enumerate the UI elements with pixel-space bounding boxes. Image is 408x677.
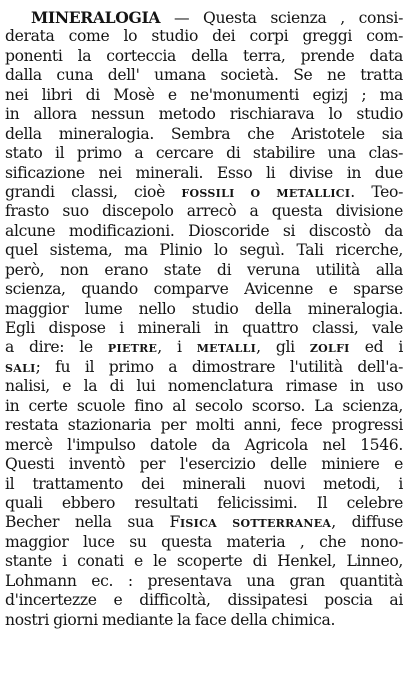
small-caps-term: METALLI [196, 342, 257, 356]
text-line: mercè l'impulso datole da Agricola nel 1546. [5, 435, 403, 454]
text-line: nei libri di Mosè e ne'monumenti egizj ; ma [5, 85, 403, 104]
entry-heading: MINERALOGIA [31, 8, 161, 27]
text-line: della mineralogia. Sembra che Aristotele sia [5, 124, 403, 143]
article-body [5, 8, 403, 630]
small-caps-term: PIETRE [107, 342, 158, 356]
text-line: stante i conati e le scoperte di Henkel, Linneo, [5, 552, 403, 571]
text-line: maggior lume nello studio della mineralogia. [5, 299, 403, 318]
text-line: restata stazionaria per molti anni, fece progressi [5, 416, 403, 435]
text-line: derata come lo studio dei corpi greggi com- [5, 27, 403, 46]
text-line: sificazione nei minerali. Esso li divise in due [5, 163, 403, 182]
small-caps-term: SALI [5, 361, 36, 375]
text-line: grandi classi, cioè FOSSILI O METALLICI. Teo- [5, 182, 404, 201]
text-line: frasto suo discepolo arrecò a questa divisione [5, 202, 403, 221]
text-line: nalisi, e la di lui nomenclatura rimase in uso [5, 377, 403, 396]
small-caps-term: ZOLFI [309, 342, 350, 356]
text-line: dalla cuna dell' umana società. Se ne tratta [5, 66, 403, 85]
text-line: ponenti la corteccia della terra, prende data [5, 46, 403, 65]
text-line: scienza, quando comparve Avicenne e sparse [5, 280, 403, 299]
small-caps-term: ISICA SOTTERRANEA [179, 517, 332, 531]
text-line: alcune modificazioni. Dioscoride si discostò da [5, 221, 403, 240]
text-line: il trattamento dei minerali nuovi metodi, i [5, 474, 403, 493]
text-line: in allora nessun metodo rischiarava lo studio [5, 105, 403, 124]
text-line: a dire: le PIETRE, i METALLI, gli ZOLFI ed i [5, 338, 403, 357]
text-line: quali ebbero resultati felicissimi. Il celebre [5, 493, 403, 512]
text-line: stato il primo a cercare di stabilire una clas- [5, 144, 403, 163]
text-line: quel sistema, ma Plinio lo seguì. Tali ricerche, [5, 241, 403, 260]
text-line: d'incertezze e difficoltà, dissipatesi poscia ai [5, 591, 403, 610]
text-line: Lohmann ec. : presentava una gran quantità [5, 571, 403, 590]
small-caps-term: FOSSILI O METALLICI [181, 186, 351, 200]
text-line: in certe scuole fino al secolo scorso. La scienza, [5, 396, 403, 415]
text-line: MINERALOGIA — Questa scienza , consi- [31, 8, 403, 27]
text-line: Egli dispose i minerali in quattro classi, vale [5, 319, 403, 337]
text-line: però, non erano state di veruna utilità alla [5, 260, 403, 279]
text-line: Questi inventò per l'esercizio delle miniere e [5, 455, 403, 474]
text-line: Becher nella sua FISICA SOTTERRANEA, diffuse [5, 513, 403, 532]
text-line: maggior luce su questa materia , che nono- [5, 532, 403, 551]
text-line: nostri giorni mediante la face della chimica. [5, 610, 336, 629]
text-line: SALI; fu il primo a dimostrare l'utilità dell'a- [5, 357, 403, 376]
